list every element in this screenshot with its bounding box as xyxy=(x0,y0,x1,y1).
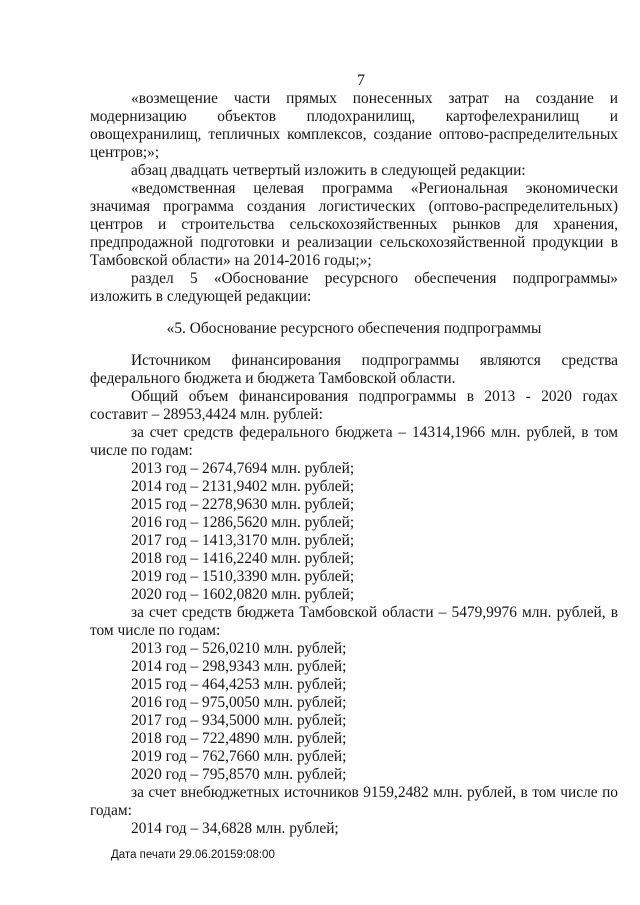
text-line: Тамбовской области» на 2014-2016 годы;»; xyxy=(90,252,372,269)
year-line: 2018 год – 1416,2240 млн. рублей; xyxy=(131,550,355,567)
year-line: 2013 год – 526,0210 млн. рублей; xyxy=(131,640,347,657)
print-date-footer: Дата печати 29.06.20159:08:00 xyxy=(111,849,275,861)
text-line: Источником финансирования подпрограммы являются средства xyxy=(131,352,618,369)
year-line: 2018 год – 722,4890 млн. рублей; xyxy=(131,730,347,747)
text-line: модернизацию объектов плодохранилищ, картофелехранилищ и xyxy=(90,108,618,125)
text-line: центров и строительства сельскохозяйственных рынков для хранения, xyxy=(90,216,618,233)
year-line: 2019 год – 762,7660 млн. рублей; xyxy=(131,748,347,765)
text-line: «возмещение части прямых понесенных затрат на создание и xyxy=(131,90,618,107)
page-number: 7 xyxy=(357,72,365,89)
year-line: 2020 год – 795,8570 млн. рублей; xyxy=(131,766,347,783)
text-line: «ведомственная целевая программа «Региональная экономически xyxy=(131,180,618,197)
text-line: за счет средств бюджета Тамбовской области – 5479,9976 млн. рублей, в xyxy=(131,604,618,621)
text-line: за счет средств федерального бюджета – 14314,1966 млн. рублей, в том xyxy=(131,424,618,441)
year-line: 2017 год – 934,5000 млн. рублей; xyxy=(131,712,347,729)
year-line: 2016 год – 975,0050 млн. рублей; xyxy=(131,694,347,711)
year-line: 2015 год – 464,4253 млн. рублей; xyxy=(131,676,347,693)
year-line: 2014 год – 298,9343 млн. рублей; xyxy=(131,658,347,675)
text-line: за счет внебюджетных источников 9159,2482 млн. рублей, в том числе по xyxy=(131,784,618,801)
text-line: федерального бюджета и бюджета Тамбовской области. xyxy=(90,370,456,387)
text-line: изложить в следующей редакции: xyxy=(90,288,312,305)
text-line: составит – 28953,4424 млн. рублей: xyxy=(90,406,323,423)
text-line: центров;»; xyxy=(90,144,160,161)
text-line: абзац двадцать четвертый изложить в следующей редакции: xyxy=(131,162,526,179)
text-line: том числе по годам: xyxy=(90,622,221,639)
text-line: годам: xyxy=(90,802,132,819)
year-line: 2014 год – 2131,9402 млн. рублей; xyxy=(131,478,355,495)
year-line: 2016 год – 1286,5620 млн. рублей; xyxy=(131,514,355,531)
text-line: раздел 5 «Обоснование ресурсного обеспечения подпрограммы» xyxy=(131,270,618,287)
year-line: 2019 год – 1510,3390 млн. рублей; xyxy=(131,568,355,585)
text-line: овощехранилищ, тепличных комплексов, создание оптово-распределительных xyxy=(90,126,618,143)
section-heading: «5. Обоснование ресурсного обеспечения подпрограммы xyxy=(166,320,542,337)
year-line: 2014 год – 34,6828 млн. рублей; xyxy=(131,820,339,837)
text-line: значимая программа создания логистических (оптово-распределительных) xyxy=(90,198,618,215)
year-line: 2015 год – 2278,9630 млн. рублей; xyxy=(131,496,355,513)
text-line: Общий объем финансирования подпрограммы в 2013 - 2020 годах xyxy=(131,388,618,405)
year-line: 2013 год – 2674,7694 млн. рублей; xyxy=(131,460,355,477)
text-line: числе по годам: xyxy=(90,442,193,459)
year-line: 2020 год – 1602,0820 млн. рублей; xyxy=(131,586,355,603)
year-line: 2017 год – 1413,3170 млн. рублей; xyxy=(131,532,355,549)
text-line: предпродажной подготовки и реализации сельскохозяйственной продукции в xyxy=(90,234,618,251)
